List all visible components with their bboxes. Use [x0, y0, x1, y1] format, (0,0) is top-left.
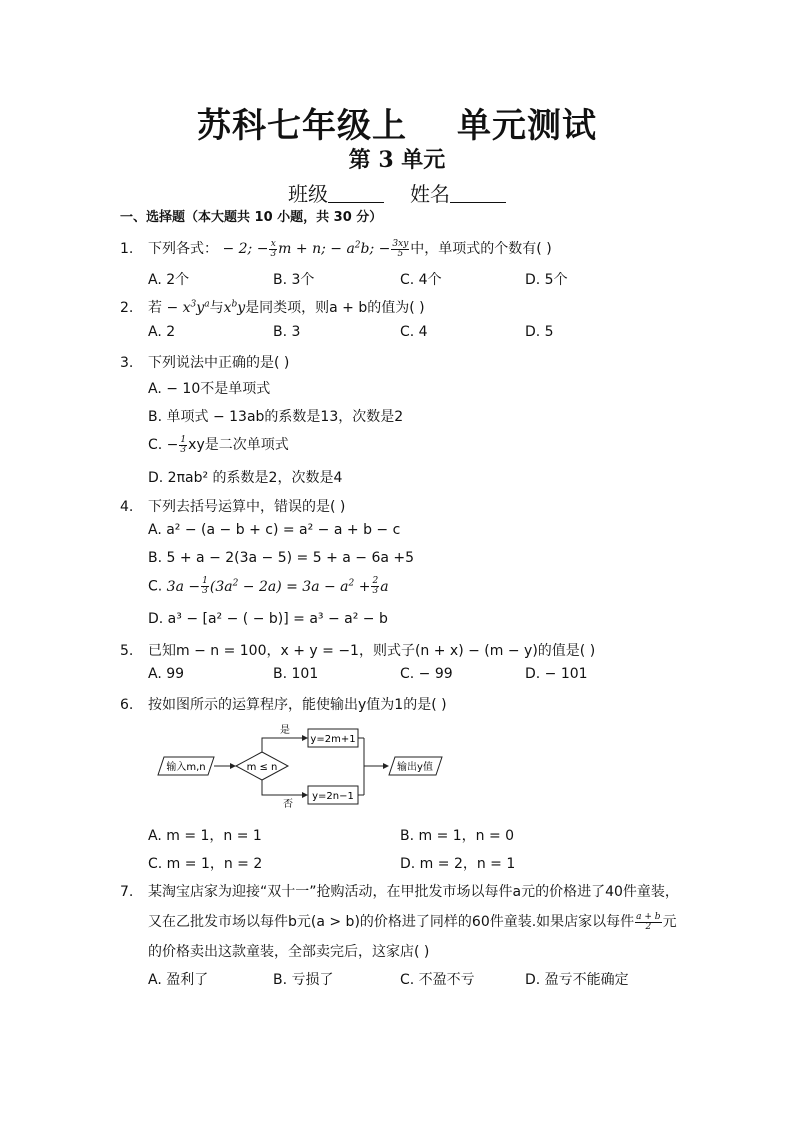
question-stem-suffix: 是同类项，则a + b的值为( )	[245, 300, 425, 316]
question-stem: 已知m − n = 100，x + y = −1，则式子(n + x) − (m − y)的值是( )	[148, 643, 596, 659]
question-number: 5.	[120, 643, 134, 659]
question-stem-suffix: 中，单项式的个数有( )	[410, 241, 552, 257]
question-stem-line1: 某淘宝店家为迎接“双十一”抢购活动，在甲批发市场以每件a元的价格进了40件童装，	[148, 884, 679, 900]
question-number: 6.	[120, 697, 134, 713]
math-expression: − $x^3y^a$	[162, 299, 210, 316]
option-d[interactable]: D. 5	[525, 324, 554, 340]
title-right: 单元测试	[457, 106, 597, 146]
option-c[interactable]	[148, 434, 289, 455]
option-d[interactable]: D. a³ − [a² − ( − b)] = a³ − a² − b	[148, 611, 388, 627]
class-label: 班级	[288, 182, 328, 206]
option-a[interactable]: A. − 10不是单项式	[148, 381, 271, 397]
option-b[interactable]: B. 单项式 − 13ab的系数是13，次数是2	[148, 409, 404, 425]
class-name-line	[0, 178, 794, 207]
no-label: 否	[283, 799, 293, 810]
page-title	[0, 98, 794, 147]
math-expression: 3a − $\frac{1}{3}$ $(3a^2 - 2a) = 3a - a^2$ + $\frac{2}{3}$ a	[162, 576, 389, 596]
option-c[interactable]	[148, 577, 389, 596]
question-2	[120, 297, 425, 317]
question-number: 7.	[120, 884, 134, 900]
option-a[interactable]: A. m = 1，n = 1	[148, 828, 262, 844]
arrowhead	[302, 792, 308, 798]
decision-label: m ≤ n	[246, 762, 278, 773]
option-a[interactable]: A. a² − (a − b + c) = a² − a + b − c	[148, 522, 401, 538]
option-a[interactable]: A. 99	[148, 666, 185, 682]
name-blank	[450, 184, 506, 203]
question-stem: 按如图所示的运算程序，能使输出y值为1的是( )	[148, 697, 447, 713]
question-stem-mid: 与	[209, 300, 224, 316]
option-letter: C.	[148, 437, 163, 453]
option-b[interactable]: B. 3个	[273, 272, 315, 288]
question-7	[120, 881, 679, 901]
option-d[interactable]: D. 盈亏不能确定	[525, 972, 629, 988]
section-heading: 一、选择题（本大题共 10 小题，共 30 分）	[120, 210, 383, 225]
page-subtitle: 第 3 单元	[348, 147, 446, 173]
option-d[interactable]: D. 5个	[525, 272, 568, 288]
question-3	[120, 352, 289, 372]
question-stem-line2-suffix: 元	[662, 914, 677, 930]
question-stem: 若	[148, 300, 162, 316]
arrowhead	[302, 735, 308, 741]
option-c[interactable]: C. 4	[400, 324, 428, 340]
option-c[interactable]: C. − 99	[400, 666, 453, 682]
question-number: 1.	[120, 241, 134, 257]
option-b[interactable]: B. m = 1，n = 0	[400, 828, 515, 844]
math-expression: − $\frac{1}{3}$	[162, 434, 187, 455]
math-expression: $x^by$	[223, 299, 246, 316]
question-5	[120, 640, 595, 660]
output-label: 输出y值	[397, 762, 433, 773]
title-left: 苏科七年级上	[197, 106, 407, 146]
arrow-no	[262, 780, 305, 795]
question-number: 3.	[120, 355, 134, 371]
option-a[interactable]: A. 2	[148, 324, 176, 340]
option-d[interactable]: D. − 101	[525, 666, 588, 682]
question-stem: 下列去括号运算中，错误的是( )	[148, 499, 346, 515]
arrowhead	[383, 763, 389, 769]
yes-label: 是	[280, 725, 290, 736]
option-a[interactable]: A. 2个	[148, 272, 190, 288]
math-expression: $\frac{a + b}{2}$	[636, 911, 661, 932]
question-6	[120, 694, 447, 714]
question-7-line3: 的价格卖出这款童装，全部卖完后，这家店( )	[148, 944, 430, 960]
arrow-yes	[262, 738, 305, 752]
question-number: 4.	[120, 499, 134, 515]
class-blank	[328, 184, 384, 203]
name-label: 姓名	[410, 182, 450, 206]
option-a[interactable]: A. 盈利了	[148, 972, 209, 988]
question-number: 2.	[120, 300, 134, 316]
no-formula: y=2n−1	[312, 791, 354, 802]
question-stem-line2: 又在乙批发市场以每件b元(a > b)的价格进了同样的60件童装.如果店家以每件	[148, 914, 635, 930]
option-b[interactable]: B. 5 + a − 2(3a − 5) = 5 + a − 6a +5	[148, 550, 415, 566]
math-expression: − 2; − $\frac{x}{3}$ m + n; − $a^2b$; − $\frac{3xy}{5}$	[218, 238, 409, 259]
flowchart-diagram	[150, 720, 450, 810]
question-1	[120, 238, 552, 259]
option-letter: C.	[148, 578, 163, 595]
option-b[interactable]: B. 101	[273, 666, 319, 682]
option-c[interactable]: C. m = 1，n = 2	[148, 856, 263, 872]
option-d[interactable]: D. m = 2，n = 1	[400, 856, 516, 872]
yes-formula: y=2m+1	[310, 734, 356, 745]
question-stem: 下列各式：	[148, 241, 218, 257]
question-7-line2	[148, 911, 677, 932]
option-c[interactable]: C. 4个	[400, 272, 442, 288]
option-b[interactable]: B. 3	[273, 324, 301, 340]
input-label: 输入m,n	[166, 762, 206, 773]
question-stem: 下列说法中正确的是( )	[148, 355, 290, 371]
option-c[interactable]: C. 不盈不亏	[400, 972, 475, 988]
option-text: xy是二次单项式	[188, 437, 289, 453]
option-d[interactable]: D. 2πab² 的系数是2，次数是4	[148, 470, 343, 486]
option-b[interactable]: B. 亏损了	[273, 972, 334, 988]
question-4	[120, 496, 345, 516]
